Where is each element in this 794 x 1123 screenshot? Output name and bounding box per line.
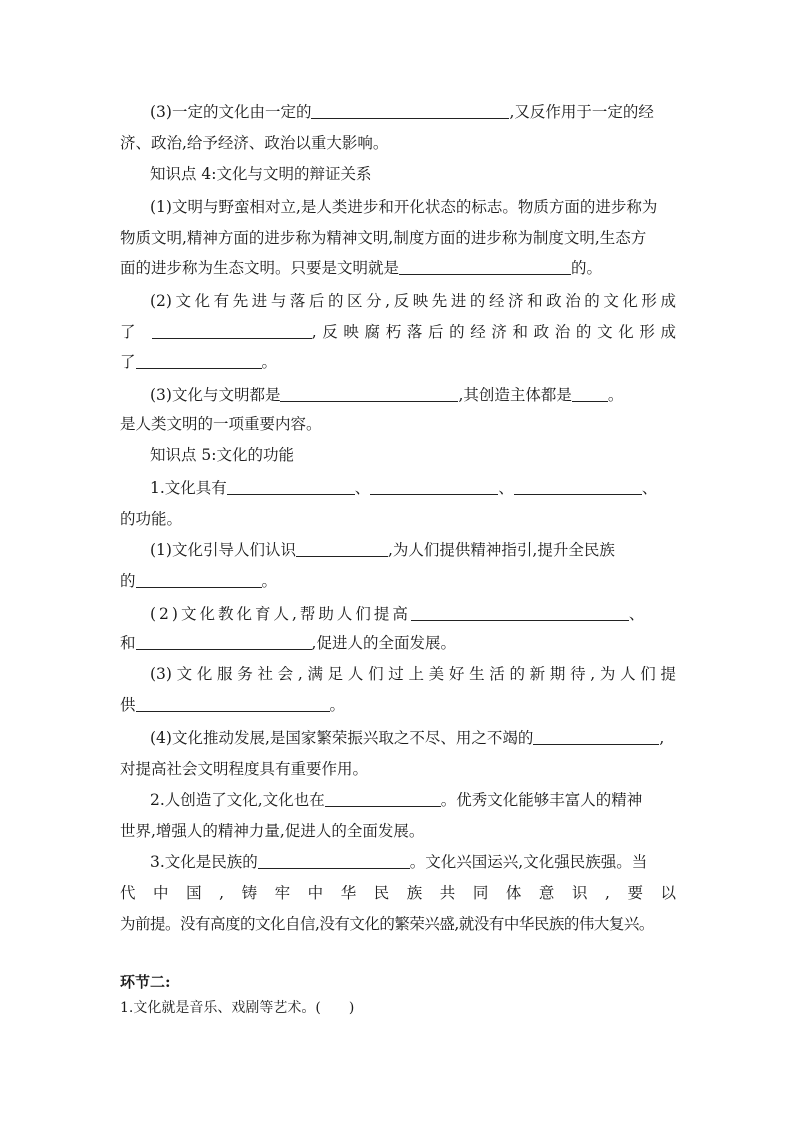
text-line [120,571,676,591]
fill-blank[interactable] [325,790,441,807]
text: 1.文化就是音乐、戏剧等艺术。( ) [120,1000,355,1016]
text: 、 [641,479,658,497]
fill-blank[interactable] [514,478,642,495]
text: 和 [120,634,136,652]
text: 。优秀文化能够丰富人的精神 [440,791,643,809]
text-line [120,322,676,342]
text: (2)文化有先进与落后的区分,反映先进的经济和政治的文化形成 [150,292,676,310]
text: ,反映腐朽落后的经济和政治的文化形成 [311,323,676,341]
text-line [150,385,676,405]
text: 、 [354,479,371,497]
fill-blank[interactable] [280,385,458,402]
text-line [120,633,676,653]
text: (3)一定的文化由一定的 [150,103,312,121]
fill-blank[interactable] [399,258,571,275]
text-line [120,509,676,529]
text: ,其创造主体都是 [458,386,572,404]
text: 面的进步称为生态文明。只要是文明就是 [120,259,400,277]
text-line [120,258,676,278]
text: 物质文明,精神方面的进步称为精神文明,制度方面的进步称为制度文明,生态方 [120,229,647,247]
text: 3.文化是民族的 [150,853,258,871]
text-line [150,604,676,624]
fill-blank[interactable] [258,852,410,869]
text: 代中国,铸牢中华民族共同体意识,要以 [120,884,676,902]
text: (2)文化教化育人,帮助人们提高 [150,605,411,623]
text: (3)文化服务社会,满足人们过上美好生活的新期待,为人们提 [150,665,676,683]
text-line [150,197,676,217]
text-line [150,478,676,498]
text-line [120,695,676,715]
text-line [120,133,676,153]
text-line [150,291,676,311]
fill-blank[interactable] [533,728,659,745]
text: 2.人创造了文化,文化也在 [150,791,325,809]
text: 为前提。没有高度的文化自信,没有文化的繁荣兴盛,就没有中华民族的伟大复兴。 [120,915,654,933]
fill-blank[interactable] [136,571,262,588]
text: , [659,729,665,747]
text: ,为人们提供精神指引,提升全民族 [387,541,615,559]
text: 。 [261,572,278,590]
question-1 [120,998,676,1018]
text-line [120,759,676,779]
text-line [150,540,676,560]
text: 。 [261,353,278,371]
text: 、 [628,605,645,623]
text: 的。 [571,259,603,277]
text: 。文化兴国运兴,文化强民族强。当 [409,853,648,871]
text: 供 [120,696,136,714]
text-line [150,790,676,810]
fill-blank[interactable] [136,633,312,650]
text: ,又反作用于一定的经 [509,103,654,121]
text: 。 [607,386,624,404]
text: 知识点 4:文化与文明的辩证关系 [150,165,372,183]
text-line [120,914,676,934]
text: 了 [120,323,142,341]
fill-blank[interactable] [152,322,312,339]
text: 世界,增强人的精神力量,促进人的全面发展。 [120,822,425,840]
text: (3)文化与文明都是 [150,386,281,404]
knowledge-point-4-heading [150,164,676,184]
text: 是人类文明的一项重要内容。 [120,415,322,433]
fill-blank[interactable] [411,604,629,621]
knowledge-point-5-heading [150,445,676,465]
text: 对提高社会文明程度具有重要作用。 [120,760,369,778]
fill-blank[interactable] [296,540,388,557]
text: 环节二: [120,973,171,991]
text: 、 [498,479,514,497]
text-line [120,414,676,434]
section-heading [120,972,676,992]
text-line [150,102,676,122]
text-line [150,728,676,748]
text: 了 [120,353,136,371]
text-line [120,883,676,903]
text-line [120,821,676,841]
text-line [150,852,676,872]
text: 知识点 5:文化的功能 [150,446,295,464]
text: 。 [329,696,346,714]
text-line [120,228,676,248]
text-line [120,352,676,372]
fill-blank[interactable] [572,385,608,402]
text: (4)文化推动发展,是国家繁荣振兴取之不尽、用之不竭的 [150,729,534,747]
fill-blank[interactable] [311,102,509,119]
text: 的功能。 [120,510,183,528]
text: ,促进人的全面发展。 [311,634,456,652]
fill-blank[interactable] [227,478,355,495]
fill-blank[interactable] [136,352,262,369]
text: 济、政治,给予经济、政治以重大影响。 [120,134,389,152]
text: 1.文化具有 [150,479,227,497]
text: 的 [120,572,136,590]
fill-blank[interactable] [370,478,498,495]
text: (1)文明与野蛮相对立,是人类进步和开化状态的标志。物质方面的进步称为 [150,198,658,216]
text-line [150,664,676,684]
fill-blank[interactable] [136,695,330,712]
text: (1)文化引导人们认识 [150,541,296,559]
